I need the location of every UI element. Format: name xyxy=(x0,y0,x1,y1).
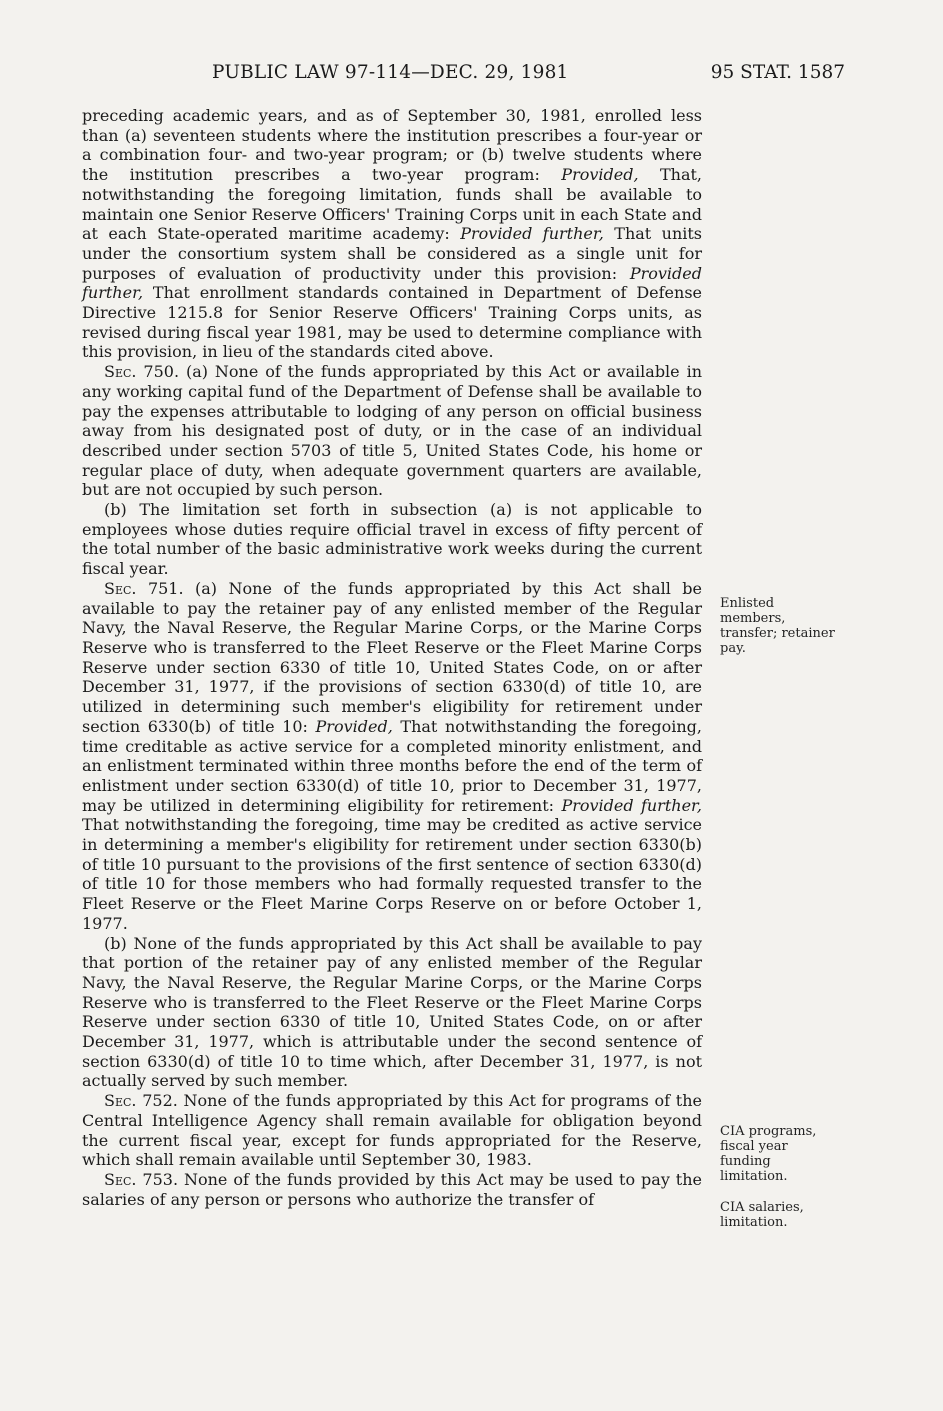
paragraph-sec-750a: Sec. 750. (a) None of the funds appropriated by this Act or available in any working capital fund of the Department of Defense shall be available to pay the expenses attributable to lodging of any person on official business away from his designated post of duty, or in the case of an individual described under section 5703 of title 5, United States Code, his home or regular place of duty, when adequate government quarters are available, but are not occupied by such person. xyxy=(82,362,702,500)
paragraph-sec-751a: Sec. 751. (a) None of the funds appropriated by this Act shall be available to pay the retainer pay of any enlisted member of the Regular Navy, the Naval Reserve, the Regular Marine Corps, or the Marine Corps Reserve who is transferred to the Fleet Reserve or the Fleet Marine Corps Reserve under section 6330 of title 10, United States Code, on or after December 31, 1977, if the provisions of section 6330(d) of title 10, are utilized in determining such member's eligibility for retirement under section 6330(b) of title 10: Provided, That notwithstanding the foregoing, time creditable as active service for a completed minority enlistment, and an enlistment terminated within three months before the end of the term of enlistment under section 6330(d) of title 10, prior to December 31, 1977, may be utilized in determining eligibility for retirement: Provided further, That notwithstanding the foregoing, time may be credited as active service in determining a member's eligibility for retirement under section 6330(b) of title 10 pursuant to the provisions of the first sentence of section 6330(d) of title 10 for those members who had formally requested transfer to the Fleet Reserve or the Fleet Marine Corps Reserve on or before October 1, 1977. xyxy=(82,578,703,933)
margin-note-cia-salaries: CIA salaries, limitation. xyxy=(720,1200,804,1230)
statute-page-number: 95 STAT. 1587 xyxy=(710,62,845,83)
paragraph-sec-752: Sec. 752. None of the funds appropriated by this Act for programs of the Central Intelligence Agency shall remain available for obligation beyond the current fiscal year, except for funds appropriated for the Reserve, which shall remain available until September 30, 1983. xyxy=(82,1091,702,1170)
paragraph-sec-751b: (b) None of the funds appropriated by this Act shall be available to pay that portion of the retainer pay of any enlisted member of the Regular Navy, the Naval Reserve, the Regular Marine Corps, or the Marine Corps Reserve who is transferred to the Fleet Reserve or the Fleet Marine Corps Reserve under section 6330 of title 10, United States Code, on or after December 31, 1977, which is attributable under the second sentence of section 6330(d) of title 10 to time which, after December 31, 1977, is not actually served by such member. xyxy=(82,933,702,1091)
page-title: PUBLIC LAW 97-114—DEC. 29, 1981 xyxy=(212,62,569,83)
page-header xyxy=(0,62,943,90)
paragraph-sec-750b: (b) The limitation set forth in subsection (a) is not applicable to employees whose duties require official travel in excess of fifty percent of the total number of the basic administrative work weeks during the current fiscal year. xyxy=(82,500,702,579)
statute-body xyxy=(82,106,702,1209)
paragraph-sec-753: Sec. 753. None of the funds provided by this Act may be used to pay the salaries of any person or persons who authorize the transfer of xyxy=(82,1169,702,1209)
margin-note-enlisted: Enlisted members, transfer; retainer pay. xyxy=(720,596,835,656)
margin-note-cia-programs: CIA programs, fiscal year funding limitation. xyxy=(720,1124,817,1184)
paragraph-rotc-limitation: preceding academic years, and as of September 30, 1981, enrolled less than (a) seventeen students where the institution prescribes a four-year or a combination four- and two-year program; or (b) twelve students where the institution prescribes a two-year program: Provided, That, notwithstanding the foregoing limitation, funds shall be available to maintain one Senior Reserve Officers' Training Corps unit in each State and at each State-operated maritime academy: Provided further, That units under the consortium system shall be considered as a single unit for purposes of evaluation of productivity under this provision: Provided further, That enrollment standards contained in Department of Defense Directive 1215.8 for Senior Reserve Officers' Training Corps units, as revised during fiscal year 1981, may be used to determine compliance with this provision, in lieu of the standards cited above. xyxy=(82,106,703,362)
